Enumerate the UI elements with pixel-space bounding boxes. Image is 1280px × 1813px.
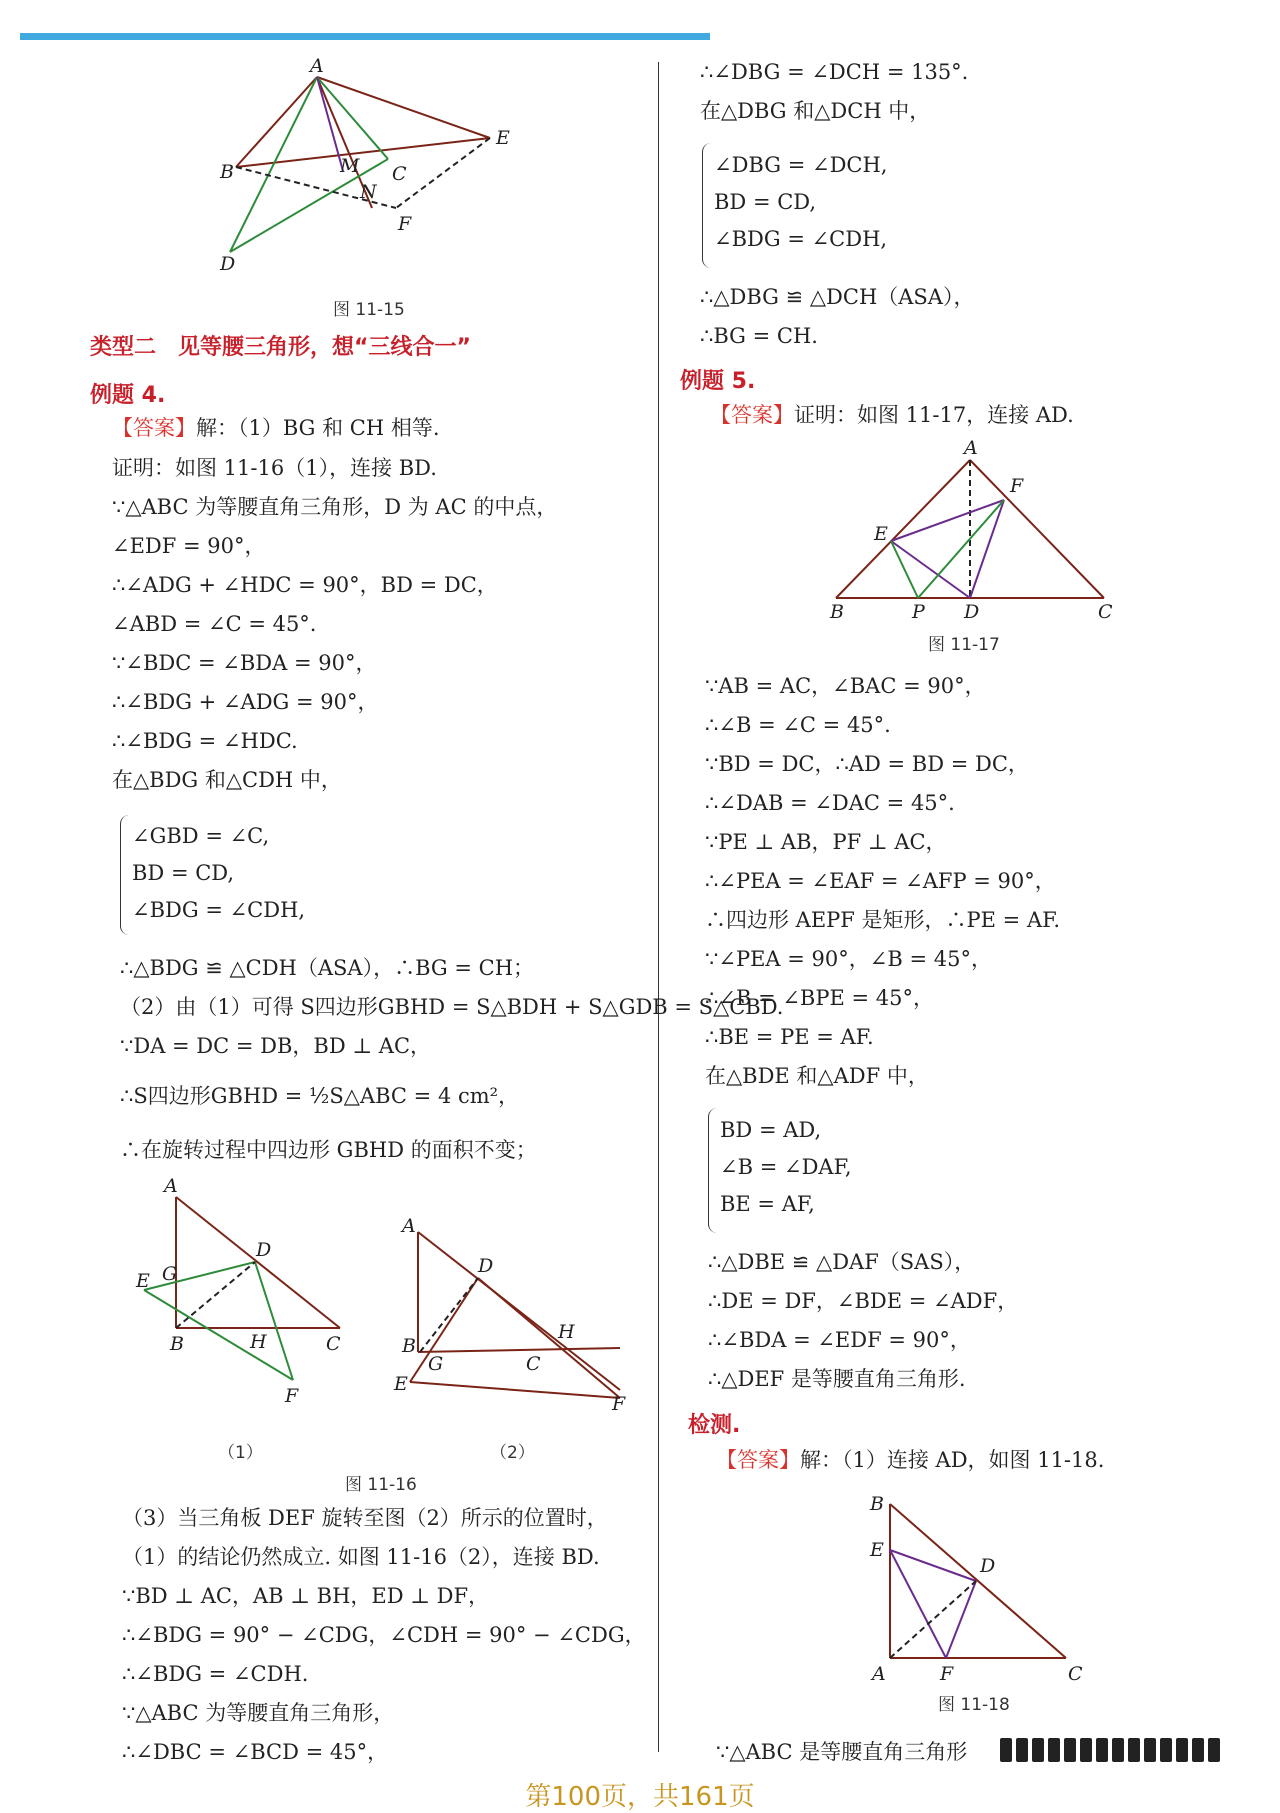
ex4-line: ∵△ABC 为等腰直角三角形， [122,1701,395,1725]
figure-11-16-sub1: （1） [218,1443,263,1463]
f17-label-E: E [874,523,888,545]
f18-label-C: C [1068,1663,1083,1685]
ex4-cont-line: 在△DBG 和△DCH 中， [700,99,931,123]
f18-label-F: F [940,1663,954,1685]
figure-11-16-caption: 图 11-16 [345,1475,417,1495]
system-line: BD = AD, [720,1118,822,1142]
page-footer: 第100页，共161页 [525,1782,755,1812]
ex4-line: ∠EDF = 90°， [112,534,266,558]
ex4-line: ∴∠BDG = 90° − ∠CDG，∠CDH = 90° − ∠CDG， [122,1623,646,1647]
system-line: ∠BDG = ∠CDH, [714,227,888,251]
f18-label-A: A [872,1663,886,1685]
f16b-label-A: A [402,1215,416,1237]
ex4-line: 在△BDG 和△CDH 中， [112,768,342,792]
ex4-line: ∴△BDG ≌ △CDH（ASA），∴BG = CH； [120,956,535,980]
f18-label-B: B [870,1493,884,1515]
system-brace [702,143,711,268]
f15-label-C: C [392,163,407,185]
check-line: ∵△ABC 是等腰直角三角形 [716,1740,968,1764]
system-line: ∠DBG = ∠DCH, [714,153,888,177]
ex4-line: ∴∠BDG = ∠HDC. [112,729,298,753]
watermark-barcode [1000,1738,1260,1764]
ex5-line: ∴∠PEA = ∠EAF = ∠AFP = 90°， [705,869,1056,893]
f15-label-B: B [220,161,234,183]
system-line: BD = CD, [132,861,235,885]
f16b-label-H: H [558,1321,575,1343]
ex4-line: ∵DA = DC = DB，BD ⊥ AC， [120,1034,432,1058]
ex5-line: ∴∠B = ∠C = 45°. [705,713,891,737]
figure-11-17-caption: 图 11-17 [928,635,1000,655]
ex4-line: ∴∠BDG = ∠CDH. [122,1662,309,1686]
ex5-line: ∴DE = DF，∠BDE = ∠ADF， [708,1289,1019,1313]
ex4-line: ∴∠ADG + ∠HDC = 90°，BD = DC， [112,573,498,597]
ex5-line: ∵∠PEA = 90°，∠B = 45°， [705,947,992,971]
ex5-line: 在△BDE 和△ADF 中， [705,1064,929,1088]
type2-heading: 类型二 见等腰三角形，想“三线合一” [90,335,471,360]
column-divider [658,62,659,1752]
f16b-label-G: G [428,1353,444,1375]
ex5-line: ∴四边形 AEPF 是矩形，∴PE = AF. [705,908,1061,932]
f15-label-E: E [496,127,510,149]
equation-system [132,826,305,937]
ex5-line: ∵PE ⊥ AB，PF ⊥ AC， [705,830,947,854]
ex4-line: （3）当三角板 DEF 旋转至图（2）所示的位置时， [122,1506,608,1530]
check-heading: 检测. [688,1413,741,1438]
ex4-line: ∵△ABC 为等腰直角三角形，D 为 AC 的中点， [112,495,558,519]
f15-label-A: A [310,55,324,77]
f16b-label-D: D [478,1255,494,1277]
f16a-label-F: F [285,1385,299,1407]
system-line: ∠B = ∠DAF, [720,1155,852,1179]
f15-label-F: F [398,213,412,235]
f17-label-C: C [1098,601,1113,623]
ex5-line: ∴△DEF 是等腰直角三角形. [708,1367,966,1391]
f16a-label-C: C [326,1333,341,1355]
check-answer-line: 【答案】解：（1）连接 AD，如图 11-18. [716,1448,1105,1472]
top-accent-bar [20,33,710,40]
ex4-line: ∴∠DBC = ∠BCD = 45°， [122,1740,389,1764]
ex4-line: （1）的结论仍然成立. 如图 11-16（2），连接 BD. [122,1545,600,1569]
f18-label-E: E [870,1539,884,1561]
ex4-line: ∵BD ⊥ AC，AB ⊥ BH，ED ⊥ DF， [122,1584,490,1608]
f15-label-M: M [340,155,360,177]
f17-label-P: P [912,601,925,623]
figure-11-17 [820,437,1120,623]
figure-11-16-part1 [130,1175,360,1410]
f17-label-D: D [964,601,980,623]
system-brace [708,1108,717,1233]
ex5-line: ∴△DBE ≌ △DAF（SAS）， [708,1250,976,1274]
ex4-line: ∠ABD = ∠C = 45°. [112,612,317,636]
ex4-line: ∴S四边形GBHD = ½S△ABC = 4 cm²， [120,1084,520,1108]
ex4-answer-line: 【答案】解：（1）BG 和 CH 相等. [112,416,440,440]
f16a-label-D: D [256,1239,272,1261]
f17-label-A: A [964,437,978,459]
f17-label-F: F [1010,475,1024,497]
f16b-label-B: B [402,1335,416,1357]
system-line: BD = CD, [714,190,817,214]
equation-system [714,155,887,266]
system-line: ∠GBD = ∠C, [132,824,270,848]
f18-label-D: D [980,1555,996,1577]
ex4-cont-line: ∴∠DBG = ∠DCH = 135°. [700,60,969,84]
f16b-label-F: F [612,1393,626,1415]
f15-label-D: D [220,253,236,275]
f16b-label-E: E [394,1373,408,1395]
f16a-label-A: A [164,1175,178,1197]
f17-label-B: B [830,601,844,623]
system-line: BE = AF, [720,1192,815,1216]
figure-11-18-caption: 图 11-18 [938,1695,1010,1715]
f15-label-N: N [360,181,377,203]
f16a-label-G: G [162,1263,178,1285]
ex5-line: ∵BD = DC，∴AD = BD = DC， [705,752,1029,776]
figure-11-15-caption: 图 11-15 [333,300,405,320]
figure-11-15 [220,55,520,280]
example5-heading: 例题 5. [680,369,756,394]
system-line: ∠BDG = ∠CDH, [132,898,306,922]
f16a-label-E: E [136,1270,150,1292]
figure-11-16-part2 [380,1215,640,1420]
ex4-cont-line: ∴△DBG ≌ △DCH（ASA）， [700,285,975,309]
f16b-label-C: C [526,1353,541,1375]
f16a-label-B: B [170,1333,184,1355]
ex4-line: 证明：如图 11-16（1），连接 BD. [112,456,437,480]
ex4-line: （2）由（1）可得 S四边形GBHD = S△BDH + S△GDB = S△CBD. [120,995,784,1019]
ex5-answer-line: 【答案】证明：如图 11-17，连接 AD. [710,403,1074,427]
ex5-line: ∴∠DAB = ∠DAC = 45°. [705,791,955,815]
figure-11-18 [860,1490,1100,1690]
ex5-line: ∴BE = PE = AF. [705,1025,874,1049]
equation-system [720,1120,852,1231]
example4-heading: 例题 4. [90,383,166,408]
figure-11-16-sub2: （2） [490,1443,535,1463]
ex5-line: ∵AB = AC，∠BAC = 90°， [705,674,986,698]
ex4-line: ∴∠BDG + ∠ADG = 90°， [112,690,379,714]
ex4-line: ∵∠BDC = ∠BDA = 90°， [112,651,377,675]
ex4-line: ∴在旋转过程中四边形 GBHD 的面积不变； [120,1138,537,1162]
system-brace [120,815,129,935]
ex4-cont-line: ∴BG = CH. [700,324,818,348]
f16a-label-H: H [250,1331,267,1353]
ex5-line: ∴∠B = ∠BPE = 45°， [705,986,934,1010]
ex5-line: ∴∠BDA = ∠EDF = 90°， [708,1328,971,1352]
